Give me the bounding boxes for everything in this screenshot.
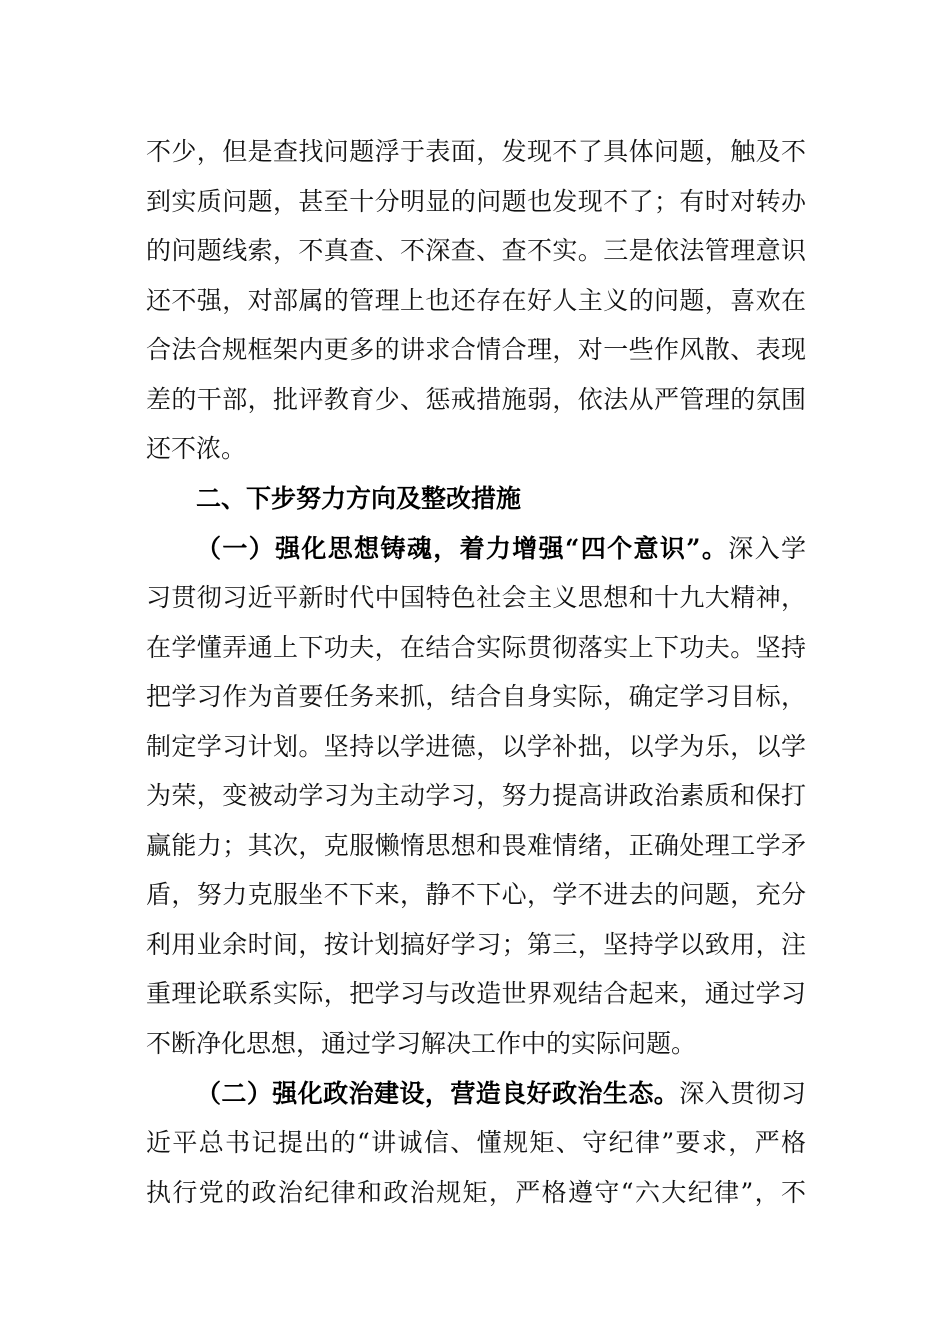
item1-line-7: 盾，努力克服坐不下来，静不下心，学不进去的问题，充分 xyxy=(146,880,806,909)
para1-line-3: 的问题线索，不真查、不深查、查不实。三是依法管理意识 xyxy=(146,236,806,265)
para1-line-1: 不少，但是查找问题浮于表面，发现不了具体问题，触及不 xyxy=(146,137,806,166)
item1-line-9: 重理论联系实际，把学习与改造世界观结合起来，通过学习 xyxy=(146,979,806,1008)
para1-line-2: 到实质问题，甚至十分明显的问题也发现不了；有时对转办 xyxy=(146,187,806,216)
item1-line-1: 习贯彻习近平新时代中国特色社会主义思想和十九大精神， xyxy=(146,583,806,612)
item2-line-1: 近平总书记提出的“讲诚信、懂规矩、守纪律”要求，严格 xyxy=(146,1128,806,1157)
para1-line-4: 还不强，对部属的管理上也还存在好人主义的问题，喜欢在 xyxy=(146,286,806,315)
section-heading: 二、下步努力方向及整改措施 xyxy=(196,484,522,513)
item2-lead: （二）强化政治建设，营造良好政治生态。 xyxy=(196,1079,680,1108)
item1-lead: （一）强化思想铸魂，着力增强“四个意识”。 xyxy=(196,534,729,563)
item1-line-10: 不断净化思想，通过学习解决工作中的实际问题。 xyxy=(146,1029,697,1058)
item1-first-line xyxy=(196,529,806,569)
item1-line-5: 为荣，变被动学习为主动学习，努力提高讲政治素质和保打 xyxy=(146,781,806,810)
item1-line-8: 利用业余时间，按计划搞好学习；第三，坚持学以致用，注 xyxy=(146,930,806,959)
item1-line-2: 在学懂弄通上下功夫，在结合实际贯彻落实上下功夫。坚持 xyxy=(146,633,806,662)
item2-first-line xyxy=(196,1074,806,1114)
item1-first-rest: 深入学 xyxy=(728,534,806,563)
item2-first-rest: 深入贯彻习 xyxy=(679,1079,806,1108)
para1-line-5: 合法合规框架内更多的讲求合情合理，对一些作风散、表现 xyxy=(146,335,806,364)
item1-line-3: 把学习作为首要任务来抓，结合自身实际，确定学习目标， xyxy=(146,682,806,711)
para1-line-7: 还不浓。 xyxy=(146,434,247,463)
item1-line-6: 赢能力；其次，克服懒惰思想和畏难情绪，正确处理工学矛 xyxy=(146,831,806,860)
para1-line-6: 差的干部，批评教育少、惩戒措施弱，依法从严管理的氛围 xyxy=(146,385,806,414)
item1-line-4: 制定学习计划。坚持以学进德，以学补拙，以学为乐，以学 xyxy=(146,732,806,761)
item2-line-2: 执行党的政治纪律和政治规矩，严格遵守“六大纪律”，不 xyxy=(146,1178,806,1207)
